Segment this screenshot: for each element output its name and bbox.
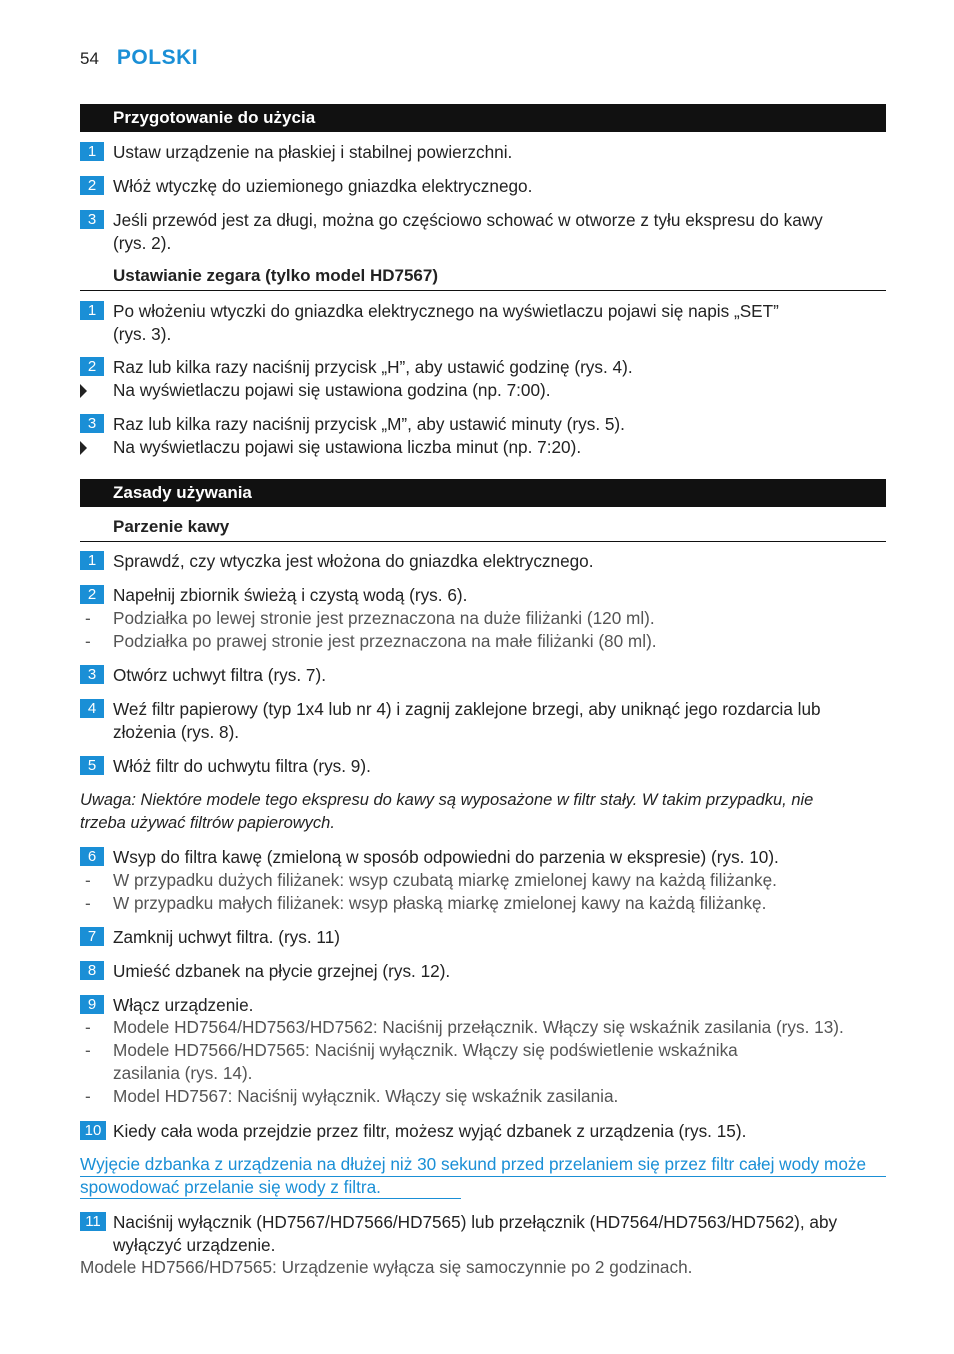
brew-step-2 [80,584,886,607]
step-number: 6 [80,847,104,866]
result-text: Na wyświetlaczu pojawi się ustawiona liczba minut (np. 7:20). [113,437,582,457]
brew-step-6-detail-1 [80,869,886,892]
step-text: Włóż filtr do uchwytu filtra (rys. 9). [113,756,371,776]
dash-bullet: - [85,893,91,913]
result-arrow-icon [80,384,87,398]
step-text: Otwórz uchwyt filtra (rys. 7). [113,665,326,685]
step-text: Umieść dzbanek na płycie grzejnej (rys. 12). [113,961,451,981]
step-number: 10 [80,1121,106,1140]
dash-bullet: - [85,631,91,651]
note-text: Uwaga: Niektóre modele tego ekspresu do kawy są wyposażone w filtr stały. W takim przypadku, nie trzeba używać filtrów papierowych. [80,791,814,832]
warning-text: Wyjęcie dzbanka z urządzenia na dłużej niż 30 sekund przed przelaniem się przez filtr całej wody może spowodować przelanie się wody z filtra. [80,1154,867,1197]
warning-underline-1 [80,1176,886,1177]
brew-step-3 [80,664,886,687]
footer-note: Modele HD7566/HD7565: Urządzenie wyłącza się samoczynnie po 2 godzinach. [80,1257,693,1277]
step-number: 3 [80,665,104,684]
step-text: Ustaw urządzenie na płaskiej i stabilnej powierzchni. [113,142,513,162]
brew-step-6 [80,846,886,869]
subheading-brewing: Parzenie kawy [80,515,886,542]
step-text: Po włożeniu wtyczki do gniazdka elektrycznego na wyświetlaczu pojawi się napis „SET” (rys. 3). [113,301,779,344]
section-heading-preparation: Przygotowanie do użycia [80,104,886,132]
step-number: 9 [80,995,104,1014]
clock-step-3 [80,413,886,436]
step-text: Weź filtr papierowy (typ 1x4 lub nr 4) i zagnij zaklejone brzegi, aby uniknąć jego rozdarcia lub złożenia (rys. 8). [113,699,821,742]
step-number: 3 [80,210,104,229]
dash-bullet: - [85,608,91,628]
detail-text: Podziałka po lewej stronie jest przeznaczona na duże filiżanki (120 ml). [113,608,655,628]
section-heading-usage: Zasady używania [80,479,886,507]
warning-underline-2 [80,1198,461,1199]
step-number: 8 [80,961,104,980]
step-number: 2 [80,357,104,376]
step-number: 7 [80,927,104,946]
step-text: Napełnij zbiornik świeżą i czystą wodą (rys. 6). [113,585,468,605]
step-text: Sprawdź, czy wtyczka jest włożona do gniazdka elektrycznego. [113,551,594,571]
page-header [80,46,198,76]
clock-step-1 [80,300,886,346]
detail-text: Modele HD7566/HD7565: Naciśnij wyłącznik. Włączy się podświetlenie wskaźnika zasilania (rys. 14). [113,1040,738,1083]
brew-step-6-detail-2 [80,892,886,915]
step-1 [80,141,886,164]
brew-step-9-detail-3 [80,1085,886,1108]
brew-step-11 [80,1211,886,1257]
brew-step-8 [80,960,886,983]
dash-bullet: - [85,1040,91,1060]
step-number: 1 [80,551,104,570]
clock-result-3 [80,436,886,459]
step-text: Wsyp do filtra kawę (zmieloną w sposób odpowiedni do parzenia w ekspresie) (rys. 10). [113,847,779,867]
brew-step-9-detail-2 [80,1039,886,1085]
step-number: 11 [80,1212,106,1231]
brew-step-5 [80,755,886,778]
step-text: Jeśli przewód jest za długi, można go częściowo schować w otworze z tyłu ekspresu do kawy (rys. 2). [113,210,823,253]
step-2 [80,175,886,198]
page-number: 54 [80,49,99,68]
clock-step-2 [80,356,886,379]
brew-step-2-detail-2 [80,630,886,653]
step-text: Raz lub kilka razy naciśnij przycisk „H”, aby ustawić godzinę (rys. 4). [113,357,633,377]
language-title: POLSKI [116,46,199,69]
dash-bullet: - [85,1017,91,1037]
clock-result-2 [80,379,886,402]
step-text: Zamknij uchwyt filtra. (rys. 11) [113,927,340,947]
detail-text: Model HD7567: Naciśnij wyłącznik. Włączy się wskaźnik zasilania. [113,1086,619,1106]
step-text: Kiedy cała woda przejdzie przez filtr, możesz wyjąć dzbanek z urządzenia (rys. 15). [113,1121,747,1141]
step-text: Włącz urządzenie. [113,995,254,1015]
step-number: 2 [80,585,104,604]
result-arrow-icon [80,441,87,455]
brew-step-7 [80,926,886,949]
step-number: 2 [80,176,104,195]
step-text: Włóż wtyczkę do uziemionego gniazdka elektrycznego. [113,176,533,196]
dash-bullet: - [85,1086,91,1106]
step-number: 3 [80,414,104,433]
step-text: Raz lub kilka razy naciśnij przycisk „M”, aby ustawić minuty (rys. 5). [113,414,625,434]
detail-text: Modele HD7564/HD7563/HD7562: Naciśnij przełącznik. Włączy się wskaźnik zasilania (rys. 13). [113,1017,844,1037]
step-number: 1 [80,301,104,320]
subheading-clock: Ustawianie zegara (tylko model HD7567) [80,264,886,291]
result-text: Na wyświetlaczu pojawi się ustawiona godzina (np. 7:00). [113,380,551,400]
step-number: 1 [80,142,104,161]
brew-step-9-detail-1 [80,1016,886,1039]
dash-bullet: - [85,870,91,890]
step-3 [80,209,886,255]
brew-step-2-detail-1 [80,607,886,630]
brew-step-1 [80,550,886,573]
step-text: Naciśnij wyłącznik (HD7567/HD7566/HD7565) lub przełącznik (HD7564/HD7563/HD7562), aby wyłączyć urządzenie. [113,1212,838,1255]
brew-step-9 [80,994,886,1017]
step-number: 5 [80,756,104,775]
detail-text: W przypadku dużych filiżanek: wsyp czubatą miarkę zmielonej kawy na każdą filiżankę. [113,870,777,890]
brew-step-4 [80,698,886,744]
detail-text: W przypadku małych filiżanek: wsyp płaską miarkę zmielonej kawy na każdą filiżankę. [113,893,767,913]
brew-step-10 [80,1120,886,1143]
detail-text: Podziałka po prawej stronie jest przeznaczona na małe filiżanki (80 ml). [113,631,657,651]
step-number: 4 [80,699,104,718]
